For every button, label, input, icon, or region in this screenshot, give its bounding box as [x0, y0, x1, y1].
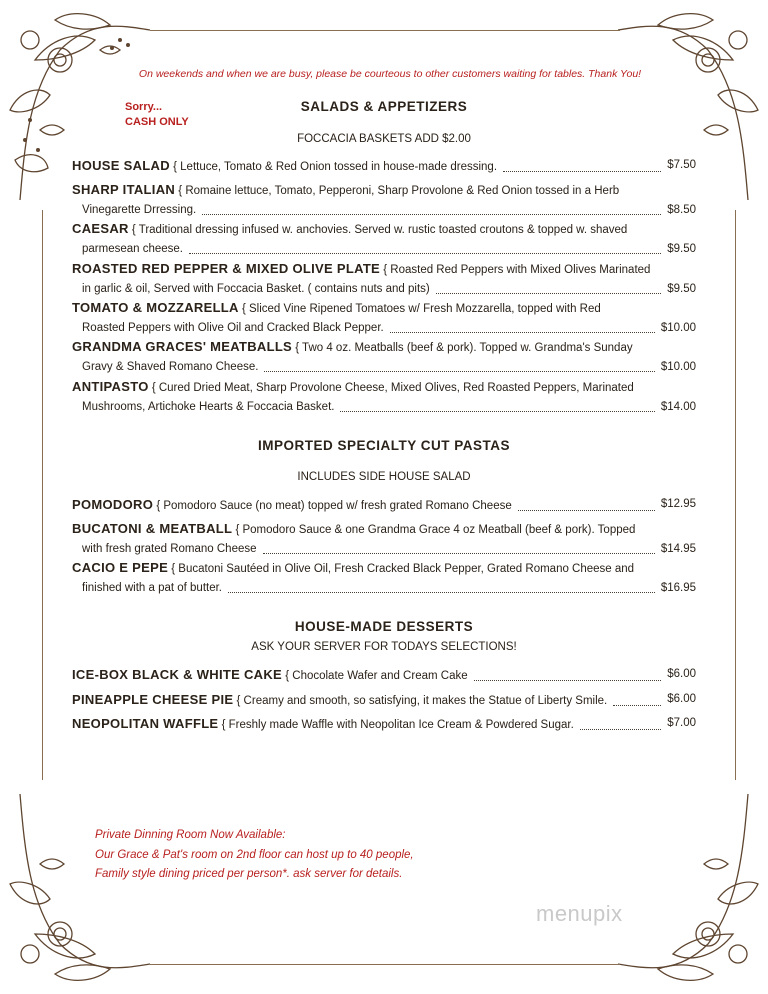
item-description: { Creamy and smooth, so satisfying, it makes the Statue of Liberty Smile. [233, 695, 608, 707]
item-price: $6.00 [667, 668, 696, 680]
item-description-cont: Mushrooms, Artichoke Hearts & Foccacia Basket. [82, 401, 335, 413]
item-description: { Chocolate Wafer and Cream Cake [282, 670, 468, 682]
item-description: { Sliced Vine Ripened Tomatoes w/ Fresh Mozzarella, topped with Red [238, 303, 601, 315]
menu-item-neopolitan-waffle [72, 714, 696, 735]
item-description: { Freshly made Waffle with Neopolitan Ice Cream & Powdered Sugar. [218, 719, 574, 731]
item-description-cont: finished with a pat of butter. [82, 582, 223, 594]
item-price: $14.00 [660, 401, 696, 413]
salads-section-subtitle: FOCCACIA BASKETS ADD $2.00 [297, 133, 471, 145]
menu-item-caesar [72, 219, 696, 259]
item-description: { Cured Dried Meat, Sharp Provolone Cheese, Mixed Olives, Red Roasted Peppers, Marinated [148, 382, 634, 394]
private-line-2: Our Grace & Pat's room on 2nd floor can host up to 40 people, [95, 848, 414, 861]
item-name: GRANDMA GRACES' MEATBALLS [72, 339, 293, 354]
item-name: ICE-BOX BLACK & WHITE CAKE [72, 667, 283, 682]
menupix-watermark: menupix [536, 901, 623, 926]
item-name: ANTIPASTO [72, 379, 149, 394]
item-name: TOMATO & MOZZARELLA [72, 300, 239, 315]
item-price: $6.00 [667, 693, 696, 705]
item-price: $9.50 [667, 243, 696, 255]
item-price: $7.00 [667, 717, 696, 729]
item-price: $16.95 [660, 582, 696, 594]
item-description: { Roasted Red Peppers with Mixed Olives Marinated [380, 264, 651, 276]
item-description: { Bucatoni Sautéed in Olive Oil, Fresh Cracked Black Pepper, Grated Romano Cheese and [168, 563, 635, 575]
item-name: CACIO E PEPE [72, 560, 169, 575]
item-description: { Traditional dressing infused w. anchovies. Served w. rustic toasted croutons & topped w. shaved [128, 224, 628, 236]
menu-item-pomodoro [72, 495, 696, 516]
item-price: $10.00 [660, 361, 696, 373]
menu-item-house-salad [72, 156, 696, 177]
item-price: $7.50 [667, 159, 696, 171]
item-name: SHARP ITALIAN [72, 182, 176, 197]
menu-item-meatballs [72, 337, 696, 377]
pastas-section-title: IMPORTED SPECIALTY CUT PASTAS [257, 438, 510, 453]
item-description-cont: parmesean cheese. [82, 243, 184, 255]
item-description-cont: Roasted Peppers with Olive Oil and Cracked Black Pepper. [82, 322, 384, 334]
item-description-cont: in garlic & oil, Served with Foccacia Basket. ( contains nuts and pits) [82, 283, 430, 295]
item-description: { Pomodoro Sauce & one Grandma Grace 4 oz Meatball (beef & pork). Topped [232, 524, 636, 536]
item-name: PINEAPPLE CHEESE PIE [72, 692, 234, 707]
item-name: BUCATONI & MEATBALL [72, 521, 233, 536]
menu-item-tomato-mozzarella [72, 298, 696, 338]
menu-item-cacio-e-pepe [72, 558, 696, 598]
frame-left-line [42, 210, 43, 780]
item-description-cont: Gravy & Shaved Romano Cheese. [82, 361, 259, 373]
frame-right-line [735, 210, 736, 780]
item-description: { Pomodoro Sauce (no meat) topped w/ fresh grated Romano Cheese [153, 500, 512, 512]
menu-item-antipasto [72, 377, 696, 417]
courtesy-notice: On weekends and when we are busy, please be courteous to other customers waiting for tables. Thank You! [138, 68, 642, 80]
private-line-1: Private Dinning Room Now Available: [95, 829, 286, 841]
item-description: { Two 4 oz. Meatballs (beef & pork). Topped w. Grandma's Sunday [292, 342, 633, 354]
item-description: { Romaine lettuce, Tomato, Pepperoni, Sharp Provolone & Red Onion tossed in a Herb [175, 185, 620, 197]
desserts-section-subtitle: ASK YOUR SERVER FOR TODAYS SELECTIONS! [251, 641, 517, 653]
item-price: $14.95 [660, 543, 696, 555]
bottom-right-floral-ornament [608, 774, 768, 994]
frame-bottom-line [150, 964, 620, 965]
desserts-section-title: HOUSE-MADE DESSERTS [294, 619, 474, 634]
salads-section-title: SALADS & APPETIZERS [300, 99, 468, 114]
item-description-cont: with fresh grated Romano Cheese [82, 543, 257, 555]
item-name: CAESAR [72, 221, 129, 236]
menu-item-sharp-italian [72, 180, 696, 220]
menu-item-bucatoni-meatball [72, 519, 696, 559]
item-name: POMODORO [72, 497, 154, 512]
private-line-3: Family style dining priced per person*. ask server for details. [95, 868, 403, 880]
menu-item-roasted-red-pepper [72, 259, 696, 299]
cash-only-text: CASH ONLY [125, 116, 189, 128]
item-price: $9.50 [667, 283, 696, 295]
item-description-cont: Vinegarette Drressing. [82, 204, 197, 216]
sorry-text: Sorry... [125, 101, 163, 113]
item-name: ROASTED RED PEPPER & MIXED OLIVE PLATE [72, 261, 381, 276]
pastas-section-subtitle: INCLUDES SIDE HOUSE SALAD [297, 471, 471, 483]
item-price: $10.00 [660, 322, 696, 334]
menu-item-icebox-cake [72, 665, 696, 686]
item-description: { Lettuce, Tomato & Red Onion tossed in house-made dressing. [169, 161, 498, 173]
item-price: $12.95 [660, 498, 696, 510]
private-dining-notice [95, 826, 414, 885]
item-name: HOUSE SALAD [72, 158, 170, 173]
item-price: $8.50 [667, 204, 696, 216]
frame-top-line [150, 30, 620, 31]
item-name: NEOPOLITAN WAFFLE [72, 716, 219, 731]
menu-item-pineapple-cheese-pie [72, 690, 696, 711]
